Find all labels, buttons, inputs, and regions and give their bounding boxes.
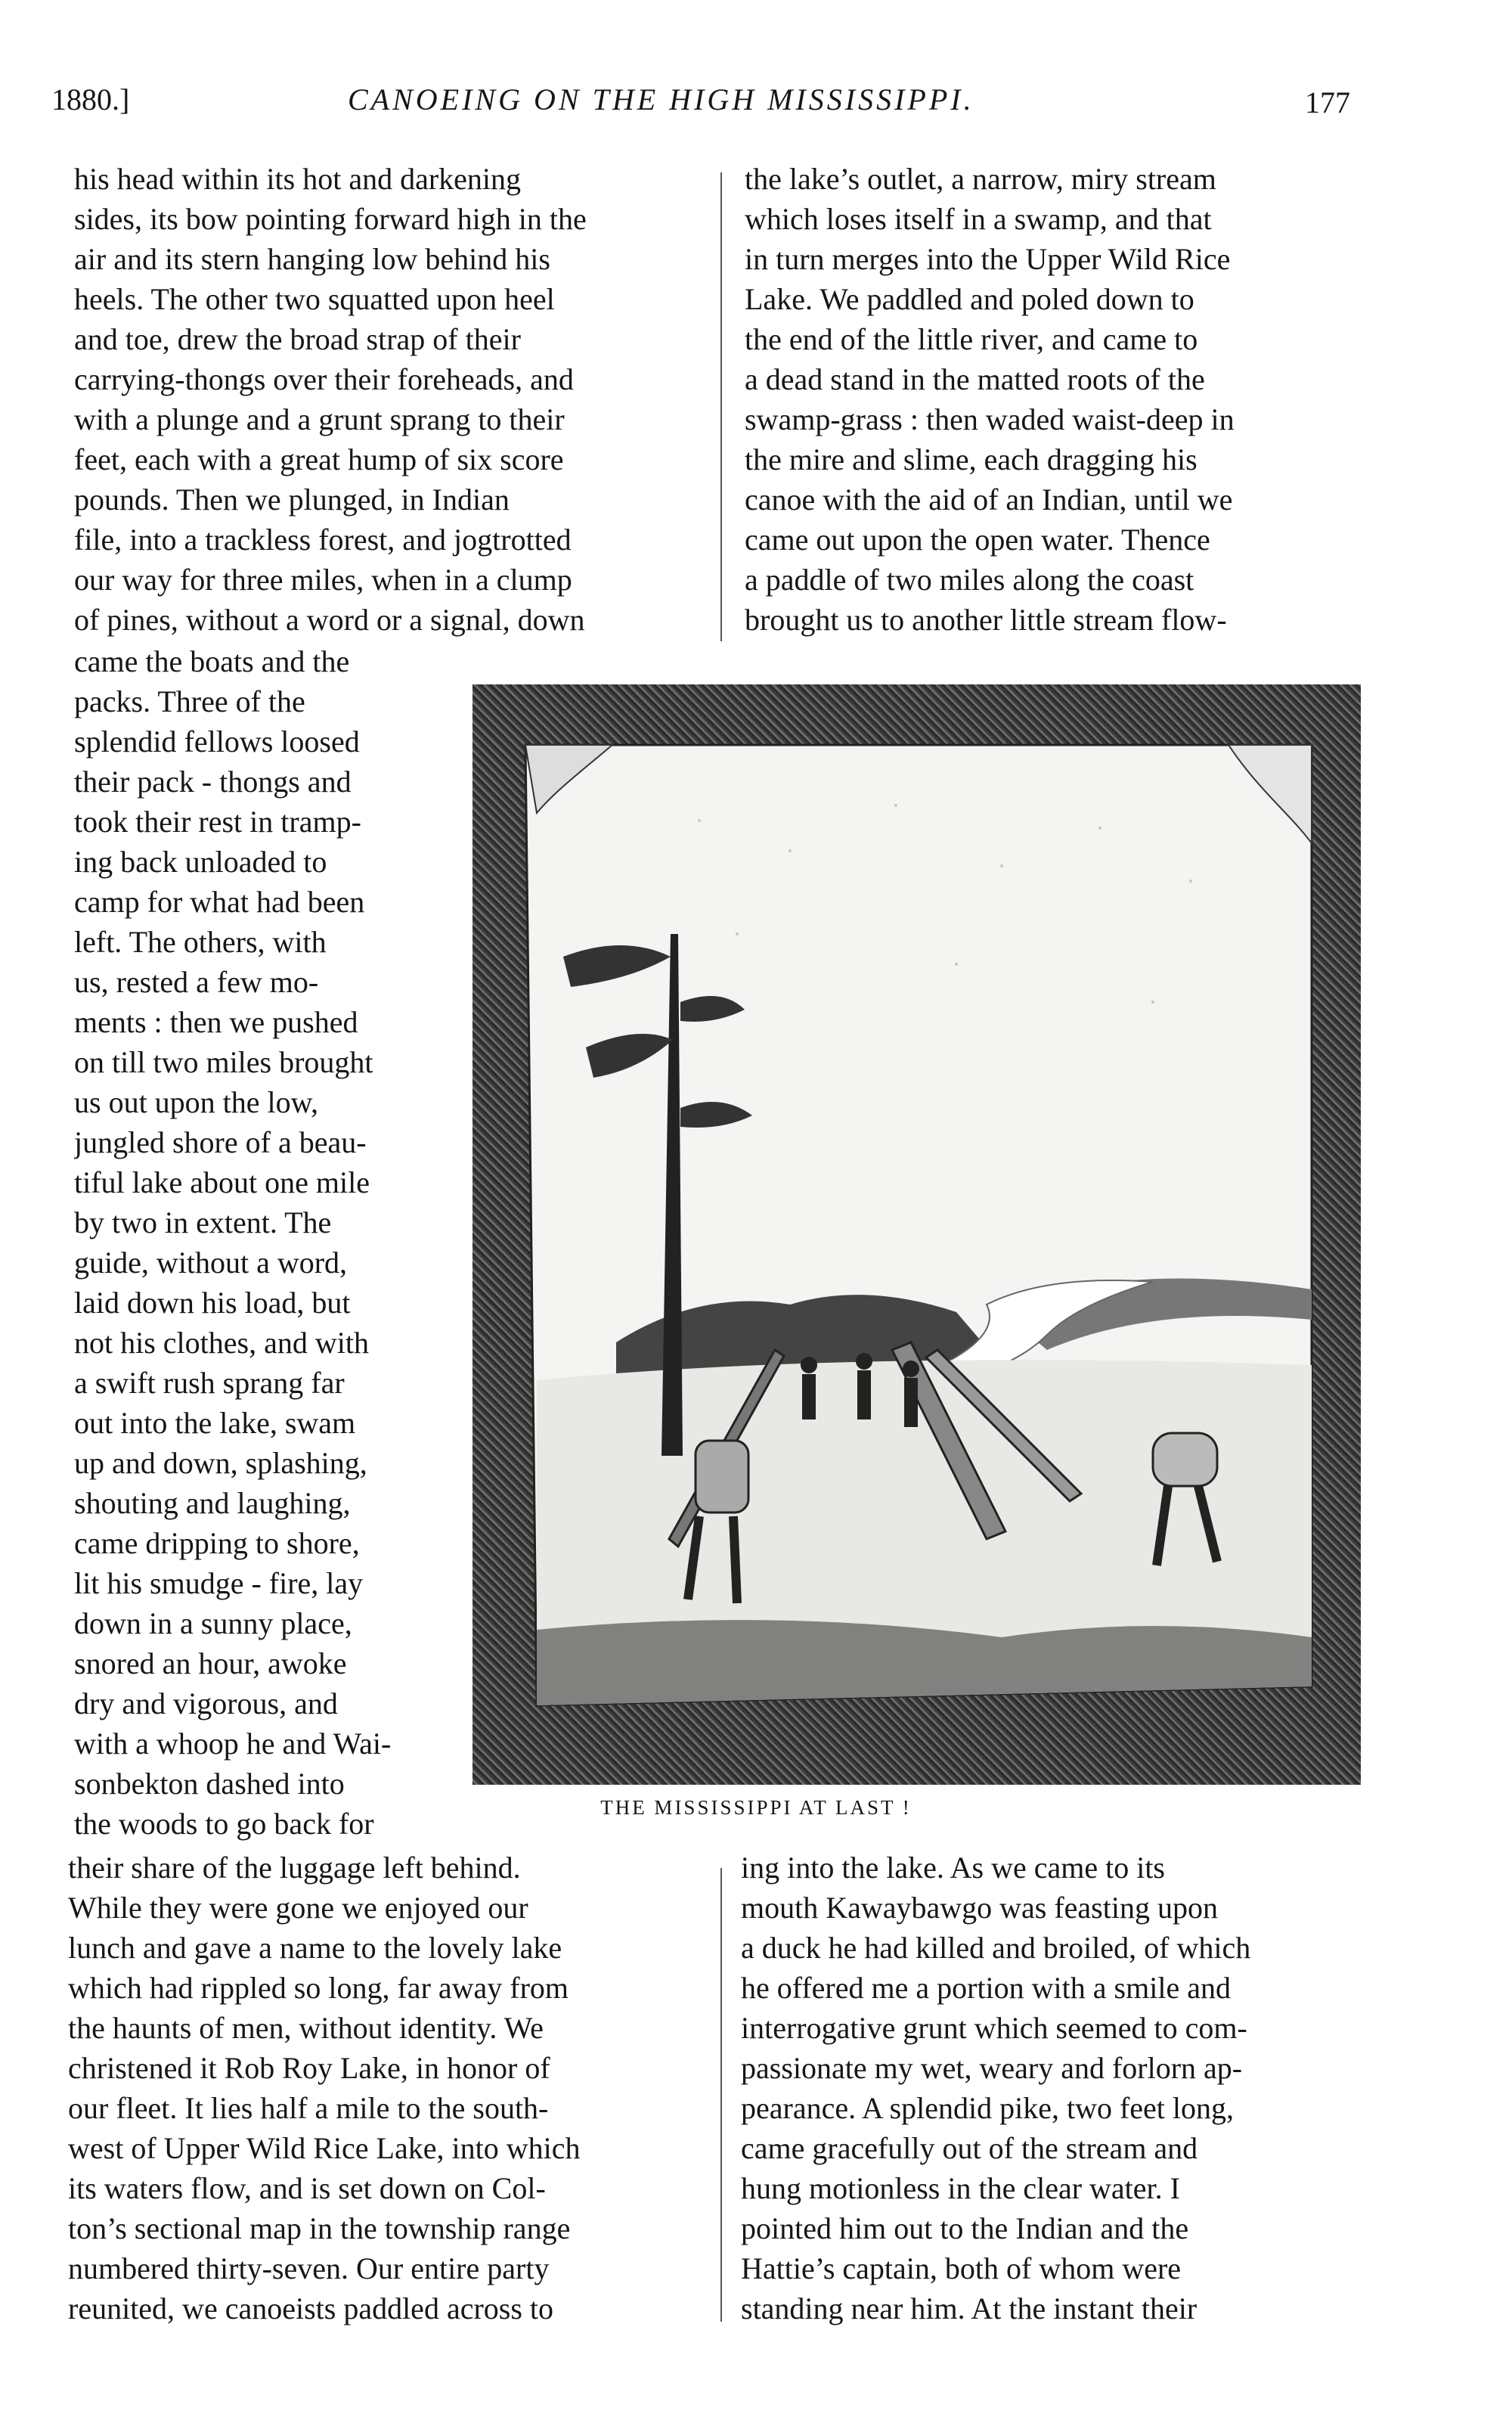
left-column-bottom	[68, 1848, 696, 2328]
text-line: sonbekton dashed into	[74, 1767, 345, 1801]
column-rule-bottom	[720, 1868, 722, 2322]
text-line: west of Upper Wild Rice Lake, into which	[68, 2131, 581, 2165]
text-line: which had rippled so long, far away from	[68, 1971, 569, 2005]
text-line: left. The others, with	[74, 925, 327, 959]
text-line: numbered thirty-seven. Our entire party	[68, 2251, 550, 2285]
text-line: our way for three miles, when in a clump	[74, 563, 572, 597]
text-line: christened it Rob Roy Lake, in honor of	[68, 2051, 550, 2085]
text-line: While they were gone we enjoyed our	[68, 1891, 528, 1925]
text-line: ing into the lake. As we came to its	[741, 1851, 1165, 1885]
text-line: came dripping to shore,	[74, 1526, 360, 1560]
text-line: us out upon the low,	[74, 1085, 318, 1119]
text-line: of pines, without a word or a signal, down	[74, 603, 585, 637]
text-line: a swift rush sprang far	[74, 1366, 345, 1400]
text-line: a dead stand in the matted roots of the	[745, 362, 1205, 396]
text-line: came out upon the open water. Thence	[745, 523, 1210, 557]
page-number: 177	[1305, 85, 1350, 119]
illustration-scene	[472, 684, 1361, 1785]
text-line: by two in extent. The	[74, 1205, 332, 1239]
text-line: which loses itself in a swamp, and that	[745, 202, 1212, 236]
narrow-column	[74, 641, 445, 1844]
running-header	[0, 82, 1512, 135]
text-line: their share of the luggage left behind.	[68, 1851, 521, 1885]
header-year: 1880.]	[51, 82, 130, 116]
text-line: carrying-thongs over their foreheads, and	[74, 362, 574, 396]
text-line: the lake’s outlet, a narrow, miry stream	[745, 162, 1216, 196]
text-line: sides, its bow pointing forward high in the	[74, 202, 587, 236]
text-line: out into the lake, swam	[74, 1406, 356, 1440]
text-line: guide, without a word,	[74, 1246, 348, 1280]
text-line: passionate my wet, weary and forlorn ap-	[741, 2051, 1243, 2085]
text-line: laid down his load, but	[74, 1286, 351, 1320]
text-line: ing back unloaded to	[74, 845, 327, 879]
text-line: a duck he had killed and broiled, of which	[741, 1931, 1251, 1965]
text-line: mouth Kawaybawgo was feasting upon	[741, 1891, 1218, 1925]
text-line: with a plunge and a grunt sprang to their	[74, 402, 565, 436]
text-line: file, into a trackless forest, and jogtrotted	[74, 523, 572, 557]
text-line: a paddle of two miles along the coast	[745, 563, 1194, 597]
text-line: swamp-grass : then waded waist-deep in	[745, 402, 1235, 436]
text-line: snored an hour, awoke	[74, 1646, 347, 1680]
header-title: CANOEING ON THE HIGH MISSISSIPPI.	[348, 82, 974, 116]
text-line: on till two miles brought	[74, 1045, 373, 1079]
text-line: shouting and laughing,	[74, 1486, 351, 1520]
text-line: our fleet. It lies half a mile to the south-	[68, 2091, 549, 2125]
text-line: with a whoop he and Wai-	[74, 1727, 392, 1761]
text-line: and toe, drew the broad strap of their	[74, 322, 521, 356]
text-line: up and down, splashing,	[74, 1446, 367, 1480]
text-line: came gracefully out of the stream and	[741, 2131, 1198, 2165]
text-line: lunch and gave a name to the lovely lake	[68, 1931, 562, 1965]
text-line: jungled shore of a beau-	[74, 1125, 367, 1159]
text-line: brought us to another little stream flow-	[745, 603, 1227, 637]
text-line: its waters flow, and is set down on Col-	[68, 2171, 546, 2205]
text-line: pearance. A splendid pike, two feet long,	[741, 2091, 1235, 2125]
text-line: came the boats and the	[74, 644, 350, 678]
text-line: pointed him out to the Indian and the	[741, 2211, 1189, 2245]
text-line: dry and vigorous, and	[74, 1686, 338, 1720]
text-line: camp for what had been	[74, 885, 365, 919]
text-line: the haunts of men, without identity. We	[68, 2011, 544, 2045]
text-line: their pack - thongs and	[74, 765, 352, 799]
text-line: pounds. Then we plunged, in Indian	[74, 482, 510, 517]
text-line: down in a sunny place,	[74, 1606, 352, 1640]
text-line: he offered me a portion with a smile and	[741, 1971, 1231, 2005]
text-line: ments : then we pushed	[74, 1005, 358, 1039]
illustration	[472, 684, 1361, 1785]
text-line: the woods to go back for	[74, 1807, 374, 1841]
text-line: the end of the little river, and came to	[745, 322, 1198, 356]
text-line: us, rested a few mo-	[74, 965, 319, 999]
text-line: reunited, we canoeists paddled across to	[68, 2291, 554, 2325]
text-line: tiful lake about one mile	[74, 1165, 370, 1199]
text-line: ton’s sectional map in the township range	[68, 2211, 571, 2245]
right-column-bottom	[741, 1848, 1380, 2328]
text-line: took their rest in tramp-	[74, 805, 361, 839]
column-rule-top	[720, 172, 722, 641]
text-line: his head within its hot and darkening	[74, 162, 522, 196]
text-line: Hattie’s captain, both of whom were	[741, 2251, 1182, 2285]
text-line: Lake. We paddled and poled down to	[745, 282, 1194, 316]
text-line: lit his smudge - fire, lay	[74, 1566, 364, 1600]
text-line: splendid fellows loosed	[74, 724, 360, 759]
text-line: standing near him. At the instant their	[741, 2291, 1198, 2325]
text-line: hung motionless in the clear water. I	[741, 2171, 1180, 2205]
text-line: feet, each with a great hump of six score	[74, 442, 564, 476]
illustration-frame	[472, 684, 1361, 1785]
right-column-top	[745, 159, 1383, 640]
text-line: heels. The other two squatted upon heel	[74, 282, 555, 316]
figure-caption: THE MISSISSIPPI AT LAST !	[600, 1796, 912, 1819]
text-line: packs. Three of the	[74, 684, 305, 718]
text-line: canoe with the aid of an Indian, until we	[745, 482, 1233, 517]
text-line: interrogative grunt which seemed to com-	[741, 2011, 1247, 2045]
text-line: the mire and slime, each dragging his	[745, 442, 1198, 476]
left-column-top	[74, 159, 702, 640]
text-line: air and its stern hanging low behind his	[74, 242, 550, 276]
text-line: not his clothes, and with	[74, 1326, 369, 1360]
text-line: in turn merges into the Upper Wild Rice	[745, 242, 1231, 276]
